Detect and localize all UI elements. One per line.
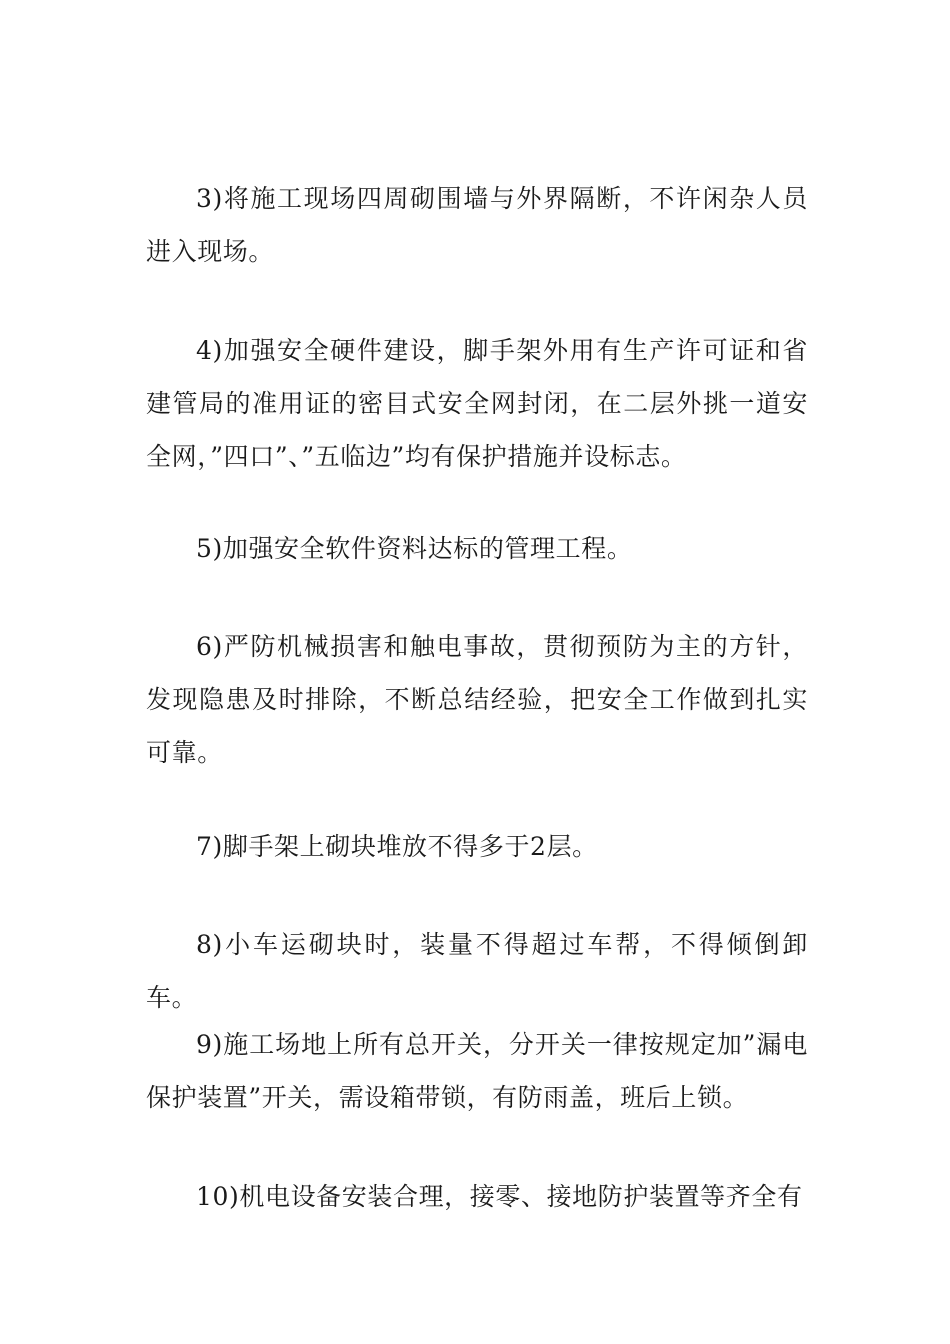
paragraph-item-3: 3)将施工现场四周砌围墙与外界隔断，不许闲杂人员进入现场。 — [146, 184, 808, 266]
paragraph-item-10: 10)机电设备安装合理，接零、接地防护装置等齐全有 — [196, 1182, 803, 1211]
paragraph-item-4: 4)加强安全硬件建设，脚手架外用有生产许可证和省建管局的准用证的密目式安全网封闭，在二层外挑一道安全网，”四口”、”五临边”均有保护措施并设标志。 — [146, 336, 808, 471]
paragraph-item-9: 9)施工场地上所有总开关，分开关一律按规定加”漏电保护装置”开关，需设箱带锁，有防雨盖，班后上锁。 — [146, 1030, 808, 1112]
paragraph-item-7: 7)脚手架上砌块堆放不得多于2层。 — [196, 832, 598, 861]
paragraph-item-5: 5)加强安全软件资料达标的管理工程。 — [196, 534, 633, 563]
paragraph-item-6: 6)严防机械损害和触电事故，贯彻预防为主的方针，发现隐患及时排除，不断总结经验，把安全工作做到扎实可靠。 — [146, 632, 808, 767]
paragraph-item-8: 8)小车运砌块时，装量不得超过车帮，不得倾倒卸车。 — [146, 930, 808, 1012]
